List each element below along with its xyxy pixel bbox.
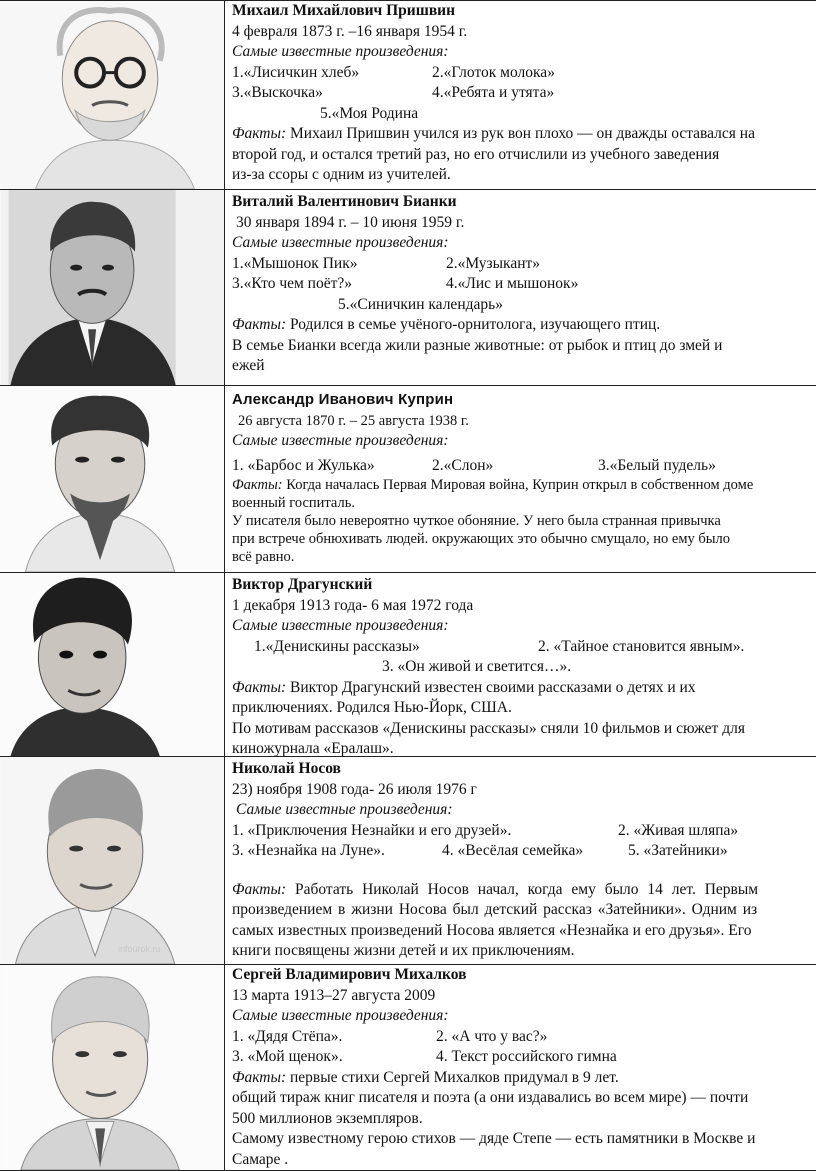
author-row-mikhalkov: [0, 964, 816, 1171]
author-row-nosov: [0, 756, 816, 964]
work-item: 4.«Лис и мышонок»: [446, 275, 579, 292]
author-row-kuprin: [0, 385, 816, 572]
author-name: Александр Иванович Куприн: [232, 391, 454, 408]
fact-line: из-за ссоры с одним из учителей.: [232, 166, 451, 183]
fact-line: У писателя было невероятно чуткое обоняние. У него была странная привычка: [232, 513, 721, 529]
facts-label: Факты:: [232, 125, 287, 142]
work-item: 2.«Глоток молока»: [432, 63, 555, 81]
work-item: 3. «Мой щенок».: [232, 1048, 343, 1065]
fact-line: ежей: [232, 357, 265, 374]
works-label: Самые известные произведения:: [236, 801, 453, 818]
author-info-bianki: [232, 192, 816, 377]
author-portrait-dragunsky: [0, 573, 225, 756]
fact-line: общий тираж книг писателя и поэта (а они издавались во всем мире) — почти: [232, 1089, 749, 1106]
author-dates: 23) ноября 1908 года- 26 июля 1976 г: [232, 780, 477, 798]
author-portrait-bianki: [0, 190, 225, 385]
work-item: 5.«Моя Родина: [320, 104, 419, 122]
work-item: 3.«Кто чем поёт?»: [232, 275, 353, 292]
work-item: 5.«Синичкин календарь»: [338, 295, 503, 313]
author-portrait-mikhalkov: [0, 965, 225, 1170]
facts-label: Факты:: [232, 880, 287, 898]
fact-line: всё равно.: [232, 549, 295, 565]
work-item: 4. «Весёлая семейка»: [442, 842, 584, 859]
facts-label: Факты:: [232, 1068, 287, 1086]
fact-line: В семье Бианки всегда жили разные животные: от рыбок и птиц до змей и: [232, 336, 723, 354]
fact-line: произведением в жизни Носова был детский рассказ «Затейники». Одним из: [232, 901, 758, 918]
author-portrait-kuprin: [0, 386, 225, 572]
author-info-prishvin: [232, 1, 816, 186]
fact-line: Виктор Драгунский известен своими рассказами о детях и их: [290, 678, 696, 696]
author-name: Николай Носов: [232, 760, 341, 777]
fact-line: при встрече обнюхивать людей. окружающих это обычно смущало, но ему было: [232, 531, 730, 547]
fact-line: Михаил Пришвин учился из рук вон плохо — он дважды оставался на: [290, 125, 755, 142]
fact-line: Самаре .: [232, 1150, 289, 1168]
author-dates: 30 января 1894 г. – 10 июня 1959 г.: [236, 213, 465, 231]
author-dates: 26 августа 1870 г. – 25 августа 1938 г.: [238, 412, 469, 429]
works-label: Самые известные произведения:: [232, 234, 449, 251]
author-info-mikhalkov: [232, 965, 816, 1170]
author-info-kuprin: [232, 390, 816, 566]
fact-line: Самому известному герою стихов — дяде Степе — есть памятники в Москве и: [232, 1130, 756, 1147]
author-row-prishvin: [0, 0, 816, 189]
work-item: 1.«Мышонок Пик»: [232, 254, 358, 272]
facts-label: Факты:: [232, 316, 287, 333]
author-name: Михаил Михайлович Пришвин: [232, 2, 456, 19]
fact-line: 500 миллионов экземпляров.: [232, 1109, 423, 1127]
work-item: 1. «Барбос и Жулька»: [232, 456, 375, 474]
facts-label: Факты:: [232, 678, 287, 696]
fact-line: второй год, и остался третий раз, но его отчислили из учебного заведения: [232, 145, 720, 163]
author-info-dragunsky: [232, 575, 816, 756]
author-dates: 4 февраля 1873 г. –16 января 1954 г.: [232, 22, 468, 40]
work-item: 4. Текст российского гимна: [436, 1048, 617, 1065]
work-item: 4.«Ребята и утята»: [432, 84, 555, 101]
fact-line: самых известных произведений Носова является «Незнайка и его друзья». Его: [232, 921, 752, 939]
author-portrait-prishvin: [0, 1, 225, 189]
work-item: 1.«Лисичкин хлеб»: [232, 63, 360, 81]
works-label: Самые известные произведения:: [232, 1007, 449, 1024]
author-info-nosov: [232, 759, 816, 962]
work-item: 3. «Он живой и светится…».: [382, 658, 572, 675]
work-item: 1.«Денискины рассказы»: [254, 637, 420, 655]
work-item: 2.«Музыкант»: [446, 254, 541, 272]
fact-line: Родился в семье учёного-орнитолога, изучающего птиц.: [290, 316, 661, 333]
work-item: 1. «Приключения Незнайки и его друзей».: [232, 821, 512, 839]
author-name: Виталий Валентинович Бианки: [232, 193, 457, 210]
works-label: Самые известные произведения:: [232, 432, 449, 449]
work-item: 2. «Живая шляпа»: [618, 821, 739, 839]
author-name: Виктор Драгунский: [232, 576, 373, 593]
author-dates: 13 марта 1913–27 августа 2009: [232, 986, 436, 1004]
fact-line: первые стихи Сергей Михалков придумал в 9 лет.: [290, 1068, 619, 1086]
works-label: Самые известные произведения:: [232, 43, 449, 60]
author-row-dragunsky: [0, 572, 816, 756]
work-item: 5. «Затейники»: [628, 842, 728, 859]
fact-line: книги посвящены жизни детей и их приключениям.: [232, 942, 575, 959]
fact-line: Когда началась Первая Мировая война, Куприн открыл в собственном доме: [286, 477, 754, 493]
fact-line: военный госпиталь.: [232, 495, 355, 511]
work-item: 3. «Незнайка на Луне».: [232, 842, 385, 859]
watermark: infourok.ru: [117, 944, 161, 955]
facts-label: Факты:: [232, 477, 283, 493]
author-name: Сергей Владимирович Михалков: [232, 966, 467, 983]
author-dates: 1 декабря 1913 года- 6 мая 1972 года: [232, 596, 474, 614]
work-item: 3.«Белый пудель»: [598, 456, 716, 474]
work-item: 2. «Тайное становится явным».: [538, 637, 745, 655]
work-item: 2.«Слон»: [432, 456, 494, 474]
author-row-bianki: [0, 189, 816, 385]
fact-line: По мотивам рассказов «Денискины рассказы» сняли 10 фильмов и сюжет для: [232, 719, 745, 737]
work-item: 1. «Дядя Стёпа».: [232, 1027, 343, 1045]
fact-line: киножурнала «Ералаш».: [232, 740, 394, 756]
works-label: Самые известные произведения:: [232, 617, 449, 634]
work-item: 3.«Выскочка»: [232, 84, 323, 101]
author-portrait-nosov: [0, 757, 225, 964]
fact-line: приключениях. Родился Нью-Йорк, США.: [232, 699, 512, 716]
fact-line: Работать Николай Носов начал, когда ему было 14 лет. Первым: [295, 880, 759, 898]
work-item: 2. «А что у вас?»: [436, 1027, 548, 1045]
